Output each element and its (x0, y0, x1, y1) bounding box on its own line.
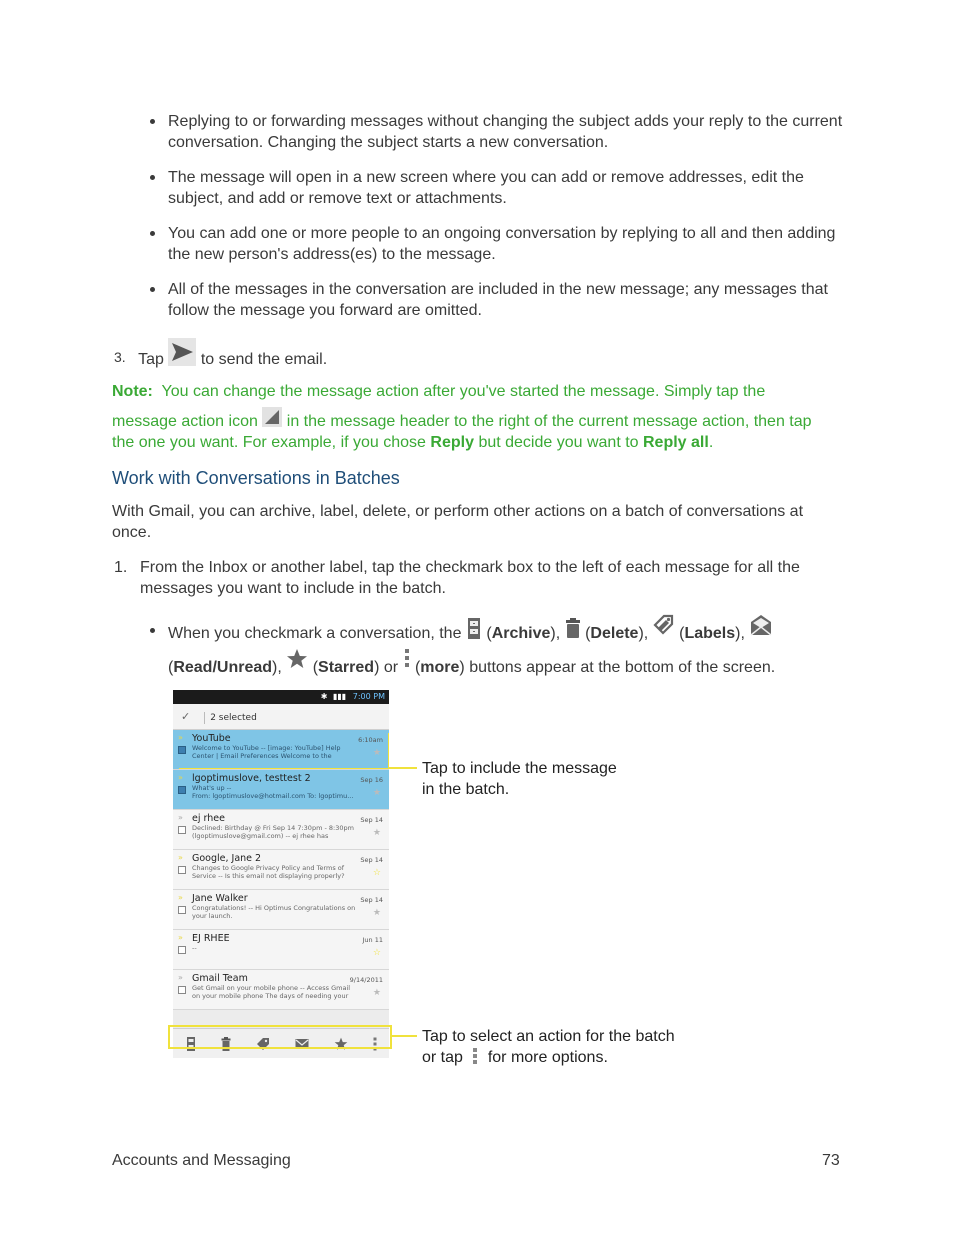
send-icon (168, 338, 196, 366)
bullet-item: Replying to or forwarding messages without changing the subject adds your reply to the current conversation. Changing the subject starts a new conversation. (150, 111, 850, 153)
bullet-item: You can add one or more people to an ongoing conversation by replying to all and then adding the new person's address(es) to the message. (150, 223, 850, 265)
importance-icon: » (178, 973, 183, 982)
importance-icon: » (178, 773, 183, 782)
callout-line-2 (392, 1035, 417, 1037)
signal-icon: ▮▮▮ (333, 692, 347, 701)
note-line-3: the one you want. For example, if you chose Reply but decide you want to Reply all. (112, 434, 714, 451)
importance-icon: » (178, 933, 183, 942)
sub-bullet (150, 614, 850, 682)
message-row[interactable]: » ej rhee Declined: Birthday @ Fri Sep 14 7:30pm - 8:30pm (lgoptimuslove@gmail.com) -- ej rhee has Sep 14 ★ (173, 810, 389, 850)
more-icon (403, 648, 411, 670)
bullet-item: All of the messages in the conversation are included in the new message; any messages that follow the message you forward are omitted. (150, 279, 850, 321)
bluetooth-icon: ✱ (320, 692, 328, 701)
bullet-dot (150, 287, 155, 292)
importance-icon: » (178, 813, 183, 822)
checkbox-highlight (179, 733, 389, 769)
step-3: 3. Tap to send the email. (114, 338, 327, 370)
bullet-dot (150, 628, 155, 633)
message-row[interactable]: » Jane Walker Congratulations! -- Hi Optimus Congratulations on your launch. Sep 14 ★ (173, 890, 389, 930)
message-action-icon (262, 407, 282, 427)
more-icon (471, 1047, 479, 1065)
section-title: Work with Conversations in Batches (112, 468, 400, 488)
done-check-icon[interactable]: ✓ (181, 710, 191, 723)
star-icon[interactable]: ★ (372, 988, 381, 998)
message-checkbox[interactable] (178, 946, 186, 954)
sub-bullet-line-1: When you checkmark a conversation, the (Archive), (Delete), (Labels), (168, 614, 850, 648)
footer-section-name: Accounts and Messaging (112, 1152, 291, 1169)
sub-bullet-line-2: (Read/Unread), (Starred) or (more) buttons appear at the bottom of the screen. (168, 648, 850, 682)
message-checkbox[interactable] (178, 866, 186, 874)
star-icon[interactable]: ★ (372, 788, 381, 798)
action-bar-highlight (168, 1025, 392, 1049)
star-icon[interactable]: ☆ (372, 868, 381, 878)
bullet-list (150, 111, 850, 335)
read-unread-icon (749, 614, 773, 636)
importance-icon: » (178, 733, 183, 742)
message-checkbox[interactable] (178, 826, 186, 834)
callout-1: Tap to include the message in the batch. (422, 760, 617, 798)
selection-bar: ✓ 2 selected (173, 704, 389, 730)
star-icon[interactable]: ★ (372, 748, 381, 758)
bullet-dot (150, 175, 155, 180)
importance-icon: » (178, 853, 183, 862)
star-icon[interactable]: ★ (372, 828, 381, 838)
bullet-dot (150, 119, 155, 124)
message-checkbox[interactable] (178, 906, 186, 914)
delete-icon (565, 618, 581, 640)
labels-icon (653, 614, 675, 636)
note-line-1: Note: You can change the message action after you've started the message. Simply tap the (112, 383, 766, 400)
star-icon[interactable]: ★ (372, 908, 381, 918)
note-line-2: message action icon in the message header to the right of the current message action, then tap (112, 407, 852, 432)
archive-icon (466, 618, 482, 640)
bullet-dot (150, 231, 155, 236)
star-icon (286, 648, 308, 670)
step-1: 1. From the Inbox or another label, tap the checkmark box to the left of each message for all the messages you want to include in the batch. (114, 559, 800, 597)
message-row[interactable]: » Google, Jane 2 Changes to Google Privacy Policy and Terms of Service -- Is this email not displaying properly? Sep 14 ☆ (173, 850, 389, 890)
message-row[interactable]: » EJ RHEE -- Jun 11 ☆ (173, 930, 389, 970)
importance-icon: » (178, 893, 183, 902)
callout-2-line-2: or tap for more options. (422, 1049, 608, 1066)
callout-2: Tap to select an action for the batch or tap for more options. (422, 1028, 675, 1066)
callout-line-1 (389, 767, 417, 769)
message-row[interactable]: » lgoptimuslove, testtest 2 What's up -- From: lgoptimuslove@hotmail.com To: lgoptimu... Sep 16 ★ (173, 770, 389, 810)
status-bar: ✱ ▮▮▮ 7:00 PM (173, 690, 389, 704)
message-row[interactable]: » Gmail Team Get Gmail on your mobile phone -- Access Gmail on your mobile phone The days of needing your 9/14/2011 ★ (173, 970, 389, 1010)
star-icon[interactable]: ☆ (372, 948, 381, 958)
page-number: 73 (822, 1152, 840, 1169)
message-row[interactable]: » YouTube Welcome to YouTube -- [image: YouTube] Help Center | Email Preferences Welcome to the 6:10am ★ (173, 730, 389, 770)
intro-paragraph: With Gmail, you can archive, label, delete, or perform other actions on a batch of conversations at once. (112, 503, 804, 541)
bullet-item: The message will open in a new screen where you can add or remove addresses, edit the subject, and add or remove text or attachments. (150, 167, 850, 209)
message-checkbox[interactable] (178, 986, 186, 994)
note-block (112, 381, 852, 453)
message-checkbox[interactable] (178, 786, 186, 794)
